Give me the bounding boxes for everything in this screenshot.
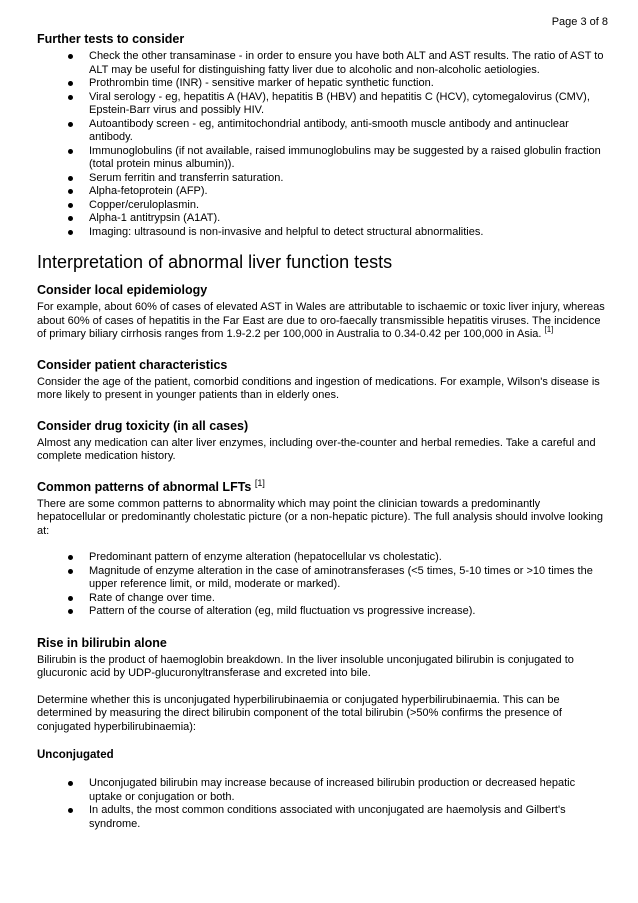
- list-item: Alpha-fetoprotein (AFP).: [66, 185, 609, 199]
- document-body: [37, 32, 609, 831]
- epidemiology-text: [37, 301, 609, 342]
- list-item: Magnitude of enzyme alteration in the case of aminotransferases (<5 times, 5-10 times or >10 times the upper reference limit, or mild, moderate or marked).: [66, 565, 609, 592]
- reference-link[interactable]: [1]: [254, 477, 265, 488]
- further-tests-heading: Further tests to consider: [37, 32, 185, 46]
- list-item: Unconjugated bilirubin may increase because of increased bilirubin production or decreased hepatic uptake or conjugation or both.: [66, 777, 609, 804]
- page-number: Page 3 of 8: [551, 16, 608, 28]
- patterns-text: There are some common patterns to abnormality which may point the clinician towards a predominantly hepatocellular or predominantly cholestatic picture (or a non-hepatic picture). The full analysis should involve looking at:: [37, 497, 603, 537]
- list-item: Alpha-1 antitrypsin (A1AT).: [66, 212, 609, 226]
- list-item: Autoantibody screen - eg, antimitochondrial antibody, anti-smooth muscle antibody and antinuclear antibody.: [66, 118, 609, 145]
- patient-text: Consider the age of the patient, comorbid conditions and ingestion of medications. For example, Wilson's disease is more likely to present in younger patients than in elderly ones.: [37, 375, 600, 401]
- patterns-list: [37, 551, 609, 619]
- drug-heading: Consider drug toxicity (in all cases): [37, 418, 249, 433]
- section-title: Interpretation of abnormal liver function tests: [37, 252, 393, 272]
- further-tests-list: [37, 50, 609, 239]
- list-item: Rate of change over time.: [66, 592, 609, 606]
- unconjugated-heading: Unconjugated: [37, 749, 114, 761]
- list-item: Pattern of the course of alteration (eg, mild fluctuation vs progressive increase).: [66, 605, 609, 619]
- epidemiology-heading: Consider local epidemiology: [37, 283, 208, 297]
- list-item: Serum ferritin and transferrin saturation.: [66, 172, 609, 186]
- bilirubin-heading: Rise in bilirubin alone: [37, 635, 167, 650]
- unconjugated-list: [37, 777, 609, 831]
- patterns-heading: [37, 477, 609, 495]
- list-item: In adults, the most common conditions associated with unconjugated are haemolysis and Gilbert's syndrome.: [66, 804, 609, 831]
- patterns-heading-text: Common patterns of abnormal LFTs: [37, 479, 252, 494]
- epidemiology-body: For example, about 60% of cases of elevated AST in Wales are attributable to ischaemic or toxic liver injury, whereas about 60% of cases of hepatitis in the Far East are due to oro-faecally transmissible hepatitis viruses. The incidence of primary biliary cirrhosis ranges from 1.9-2.2 per 100,000 in Australia to 0.34-0.42 per 100,000 in Asia.: [37, 301, 605, 340]
- list-item: Viral serology - eg, hepatitis A (HAV), hepatitis B (HBV) and hepatitis C (HCV), cytomegalovirus (CMV), Epstein-Barr virus and possibly HIV.: [66, 91, 609, 118]
- list-item: Immunoglobulins (if not available, raised immunoglobulins may be suggested by a raised globulin fraction (total protein minus albumin)).: [66, 145, 609, 172]
- list-item: Predominant pattern of enzyme alteration (hepatocellular vs cholestatic).: [66, 551, 609, 565]
- reference-link[interactable]: [1]: [544, 325, 554, 334]
- list-item: Copper/ceruloplasmin.: [66, 199, 609, 213]
- list-item: Imaging: ultrasound is non-invasive and helpful to detect structural abnormalities.: [66, 226, 609, 240]
- drug-text: Almost any medication can alter liver enzymes, including over-the-counter and herbal remedies. Take a careful and complete medication history.: [37, 436, 596, 462]
- list-item: Prothrombin time (INR) - sensitive marker of hepatic synthetic function.: [66, 77, 609, 91]
- bilirubin-text-1: Bilirubin is the product of haemoglobin breakdown. In the liver insoluble unconjugated bilirubin is conjugated to glucuronic acid by UDP-glucuronyltransferase and excreted into bile.: [37, 653, 574, 679]
- list-item: Check the other transaminase - in order to ensure you have both ALT and AST results. The ratio of AST to ALT may be useful for distinguishing fatty liver due to alcoholic and non-alcoholic aetiologies.: [66, 50, 609, 77]
- bilirubin-text-2: Determine whether this is unconjugated hyperbilirubinaemia or conjugated hyperbilirubinaemia. This can be determined by measuring the direct bilirubin component of the total bilirubin (>50% confirms the presence of conjugated hyperbilirubinaemia):: [37, 693, 562, 733]
- patient-heading: Consider patient characteristics: [37, 357, 228, 372]
